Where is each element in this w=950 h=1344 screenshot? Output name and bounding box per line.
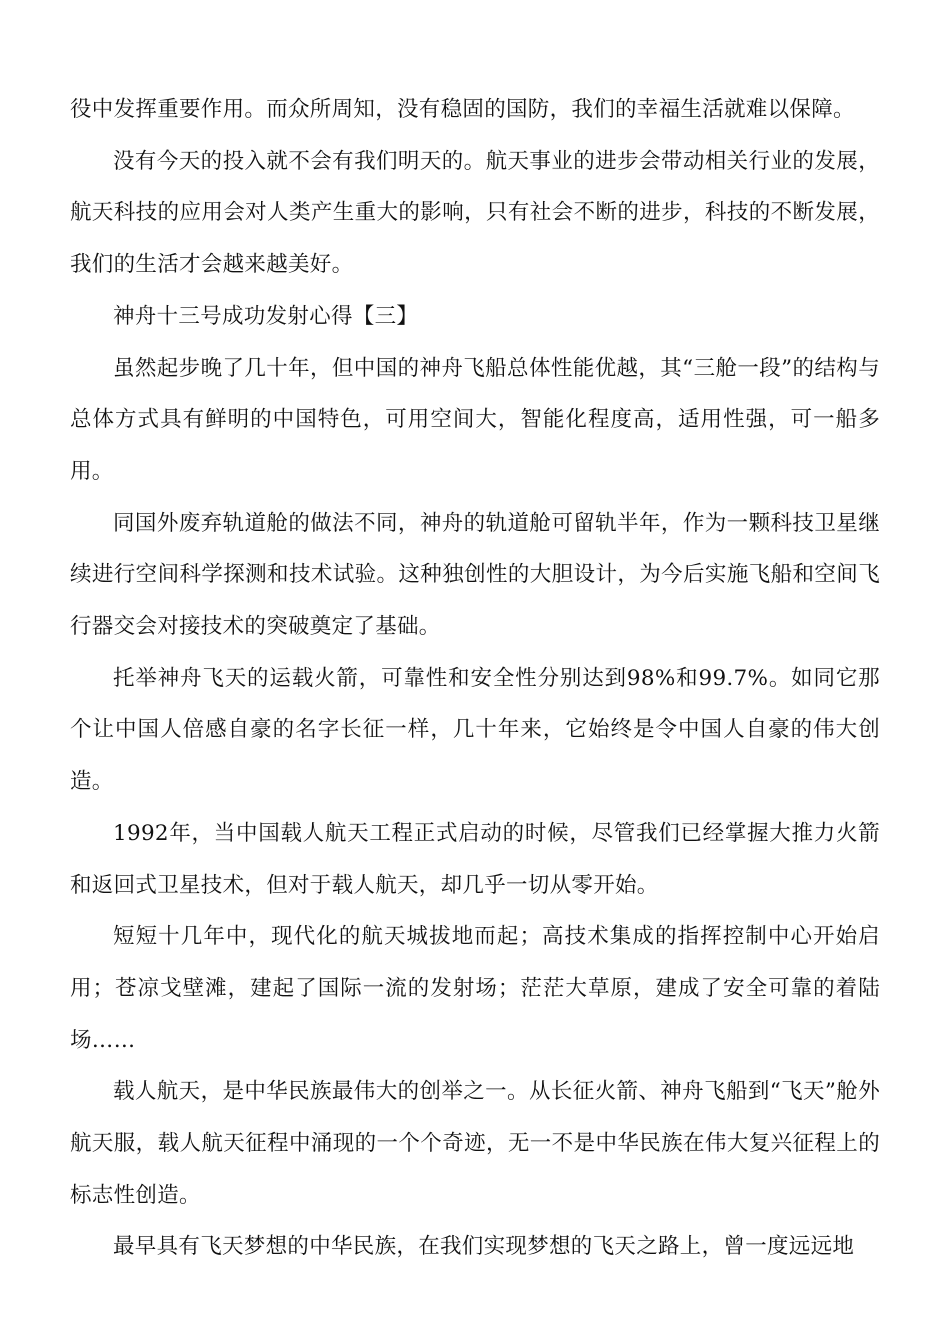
paragraph: 1992年，当中国载人航天工程正式启动的时候，尽管我们已经掌握大推力火箭和返回式卫星技术，但对于载人航天，却几乎一切从零开始。 <box>70 820 880 898</box>
paragraph: 最早具有飞天梦想的中华民族，在我们实现梦想的飞天之路上，曾一度远远地 <box>113 1234 855 1260</box>
paragraph: 虽然起步晚了几十年，但中国的神舟飞船总体性能优越，其“三舱一段”的结构与总体方式具有鲜明的中国特色，可用空间大，智能化程度高，适用性强，可一船多用。 <box>70 355 880 484</box>
section-heading: 神舟十三号成功发射心得【三】 <box>113 303 419 329</box>
paragraph: 没有今天的投入就不会有我们明天的。航天事业的进步会带动相关行业的发展，航天科技的应用会对人类产生重大的影响，只有社会不断的进步，科技的不断发展，我们的生活才会越来越美好。 <box>70 148 880 278</box>
paragraph-continued: 役中发挥重要作用。而众所周知，没有稳固的国防，我们的幸福生活就难以保障。 <box>70 97 855 122</box>
paragraph: 托举神舟飞天的运载火箭，可靠性和安全性分别达到98%和99.7%。如同它那个让中国人倍感自豪的名字长征一样，几十年来，它始终是令中国人自豪的伟大创造。 <box>70 665 880 795</box>
paragraph: 载人航天，是中华民族最伟大的创举之一。从长征火箭、神舟飞船到“飞天”舱外航天服，载人航天征程中涌现的一个个奇迹，无一不是中华民族在伟大复兴征程上的标志性创造。 <box>70 1079 880 1208</box>
paragraph: 短短十几年中，现代化的航天城拔地而起；高技术集成的指挥控制中心开始启用；苍凉戈壁滩，建起了国际一流的发射场；茫茫大草原，建成了安全可靠的着陆场…… <box>70 924 880 1053</box>
paragraph: 同国外废弃轨道舱的做法不同，神舟的轨道舱可留轨半年，作为一颗科技卫星继续进行空间科学探测和技术试验。这种独创性的大胆设计，为今后实施飞船和空间飞行器交会对接技术的突破奠定了基础。 <box>70 510 880 640</box>
